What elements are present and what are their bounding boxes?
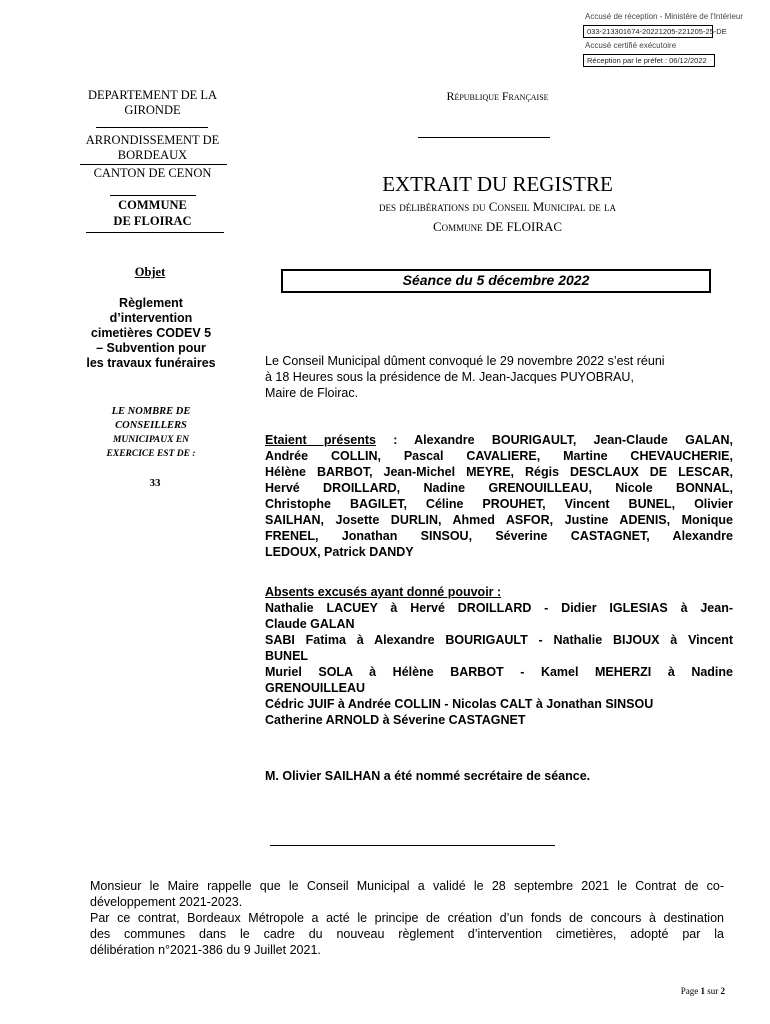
presents-block: [265, 432, 733, 560]
document-subtitle: [265, 197, 730, 237]
divider: [270, 845, 555, 846]
presents-label: Etaient présents: [265, 433, 377, 447]
objet-line: – Subvention pour: [96, 341, 206, 355]
divider: [96, 127, 208, 128]
body-line: développement 2021-2023.: [90, 895, 243, 909]
nombre-conseillers: [72, 405, 230, 461]
convocation-paragraph: [265, 353, 733, 401]
seance-box: Séance du 5 décembre 2022: [281, 269, 711, 293]
convocation-line: Maire de Floirac.: [265, 386, 359, 400]
convocation-line: Le Conseil Municipal dûment convoqué le 29 novembre 2022 s’est réuni: [265, 354, 665, 368]
presents-line: SAILHAN, Josette DURLIN, Ahmed ASFOR, Justine ADENIS, Monique: [265, 513, 733, 527]
presents-sep: :: [376, 433, 415, 447]
page-total: 2: [720, 986, 725, 996]
commune-line2: DE FLOIRAC: [113, 214, 192, 228]
secretaire-line: M. Olivier SAILHAN a été nommé secrétaire de séance.: [265, 769, 591, 783]
absents-line: Nathalie LACUEY à Hervé DROILLARD - Didier IGLESIAS à Jean-: [265, 601, 733, 615]
arrondissement-label: ARRONDISSEMENT DE BORDEAUX: [85, 133, 220, 162]
subtitle-line1: des délibérations du Conseil Municipal de la: [379, 199, 616, 214]
commune-line1: COMMUNE: [118, 198, 187, 212]
convocation-line: à 18 Heures sous la présidence de M. Jean-Jacques PUYOBRAU,: [265, 370, 634, 384]
absents-line: GRENOUILLEAU: [265, 681, 365, 695]
nombre-line: CONSEILLERS: [115, 420, 187, 431]
page-sep: sur: [705, 986, 721, 996]
absents-line: Cédric JUIF à Andrée COLLIN - Nicolas CALT à Jonathan SINSOU: [265, 697, 654, 711]
nombre-line: EXERCICE EST DE :: [106, 449, 196, 459]
nombre-count: 33: [149, 477, 161, 489]
absents-line: Catherine ARNOLD à Séverine CASTAGNET: [265, 713, 526, 727]
absents-line: Muriel SOLA à Hélène BARBOT - Kamel MEHERZI à Nadine: [265, 665, 733, 679]
divider: [418, 137, 550, 138]
body-line: des communes dans le cadre du nouveau règlement d’intervention cimetières, adopté par la: [90, 927, 724, 941]
presents-line: Christophe BAGILET, Céline PROUHET, Vincent BUNEL, Olivier: [265, 497, 733, 511]
divider: [110, 195, 196, 196]
page-number: [640, 986, 725, 996]
nombre-line: LE NOMBRE DE: [111, 406, 191, 417]
nombre-line: MUNICIPAUX EN: [112, 435, 190, 445]
subtitle-floirac: DE FLOIRAC: [482, 219, 563, 234]
presents-line: Andrée COLLIN, Pascal CAVALIERE, Martine CHEVAUCHERIE,: [265, 449, 733, 463]
page-prefix: Page: [680, 986, 701, 996]
prefet-reception: Réception par le préfet : 06/12/2022: [583, 54, 715, 67]
departement-label: DEPARTEMENT DE LA GIRONDE: [87, 88, 218, 117]
presents-line: Hervé DROILLARD, Nadine GRENOUILLEAU, Nicole BONNAL,: [265, 481, 733, 495]
subtitle-line2: [265, 217, 730, 237]
page-current: 1: [700, 986, 705, 996]
objet-line: les travaux funéraires: [86, 356, 216, 370]
presents-first-line: [265, 432, 733, 448]
presents-line: FRENEL, Jonathan SINSOU, Séverine CASTAGNET, Alexandre: [265, 529, 733, 543]
objet-text: [72, 296, 230, 371]
subtitle-commune: Commune: [432, 219, 483, 234]
presents-line: LEDOUX, Patrick DANDY: [265, 545, 414, 559]
absents-line: SABI Fatima à Alexandre BOURIGAULT - Nathalie BIJOUX à Vincent: [265, 633, 733, 647]
body-paragraph: [90, 878, 724, 958]
republique-label: République Française: [446, 89, 549, 103]
reception-reference: 033-213301674-20221205-221205-25-DE: [583, 25, 713, 38]
canton-label: CANTON DE CENON: [93, 166, 212, 180]
divider: [86, 232, 224, 233]
certified-label: Accusé certifié exécutoire: [585, 41, 677, 50]
absents-block: [265, 584, 733, 728]
objet-line: Règlement: [119, 296, 183, 310]
presents-line: Hélène BARBOT, Jean-Michel MEYRE, Régis DESCLAUX DE LESCAR,: [265, 465, 733, 479]
body-line: Monsieur le Maire rappelle que le Conseil Municipal a validé le 28 septembre 2021 le Contrat de co-: [90, 879, 724, 893]
reception-stamp-label: Accusé de réception - Ministère de l'Intérieur: [585, 12, 744, 21]
absents-label: Absents excusés ayant donné pouvoir :: [265, 585, 502, 599]
presents-line: Alexandre BOURIGAULT, Jean-Claude GALAN,: [414, 433, 733, 447]
absents-line: Claude GALAN: [265, 617, 355, 631]
absents-line: BUNEL: [265, 649, 309, 663]
divider: [80, 164, 227, 165]
document-title: EXTRAIT DU REGISTRE: [382, 172, 613, 196]
objet-line: d’intervention: [109, 311, 193, 325]
body-line: délibération n°2021-386 du 9 Juillet 2021.: [90, 943, 321, 957]
objet-title: Objet: [134, 265, 166, 279]
objet-line: cimetières CODEV 5: [90, 326, 212, 340]
body-line: Par ce contrat, Bordeaux Métropole a acté le principe de création d’un fonds de concours à destination: [90, 911, 724, 925]
